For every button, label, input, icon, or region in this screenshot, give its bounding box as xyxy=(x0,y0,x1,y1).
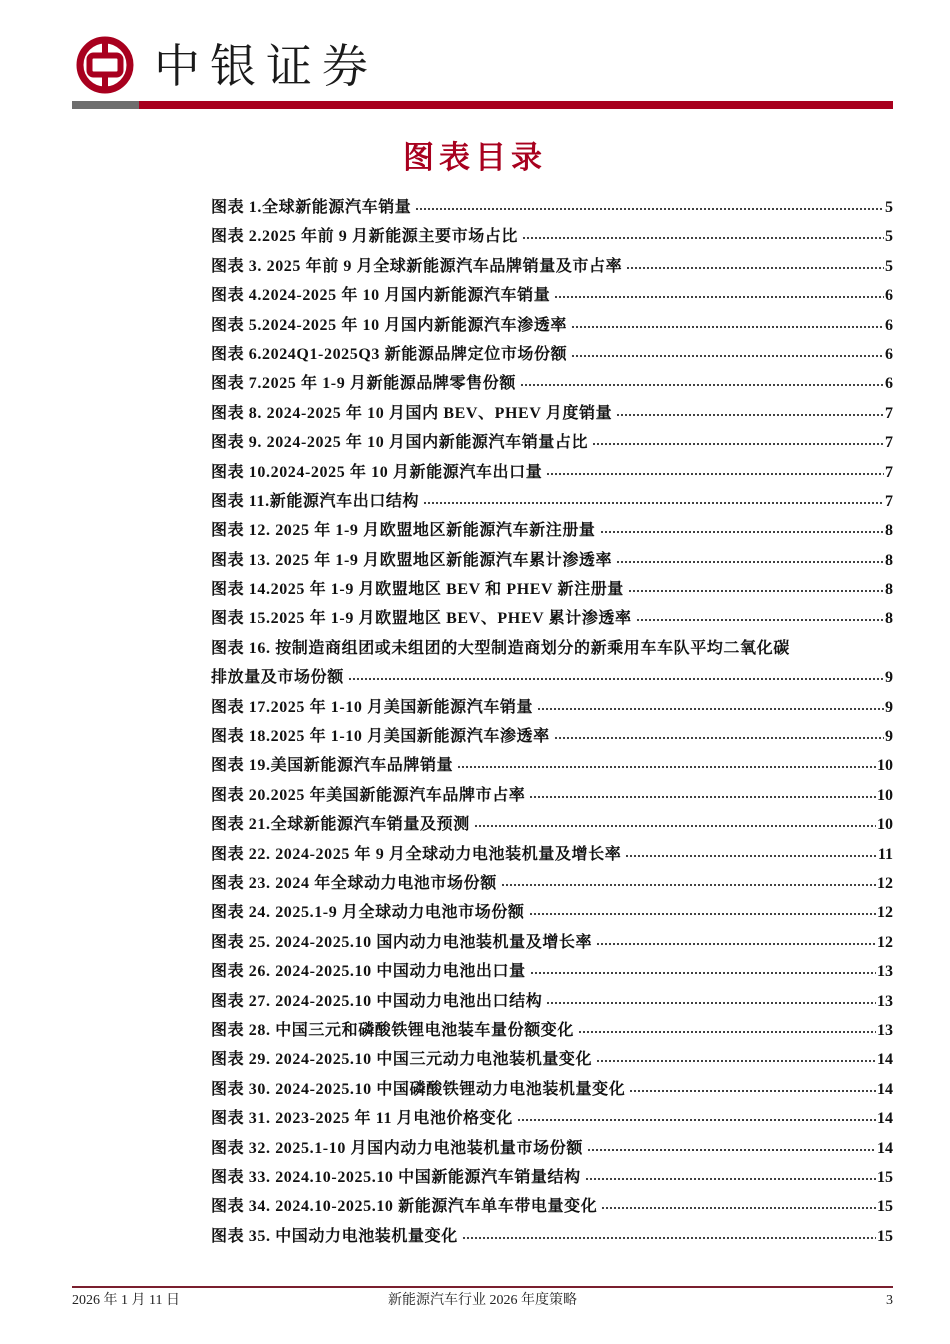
dot-leader xyxy=(592,429,884,447)
toc-entry-page: 8 xyxy=(885,610,893,628)
dot-leader xyxy=(457,752,876,770)
dot-leader xyxy=(585,1164,876,1182)
footer-date: 2026 年 1 月 11 日 xyxy=(72,1293,180,1308)
dot-leader xyxy=(616,547,884,565)
toc-entry-label: 图表 13. 2025 年 1-9 月欧盟地区新能源汽车累计渗透率 xyxy=(211,551,613,569)
toc-entry-label: 图表 28. 中国三元和磷酸铁锂电池装车量份额变化 xyxy=(211,1021,575,1039)
toc-entry[interactable] xyxy=(211,1163,893,1192)
dot-leader xyxy=(628,576,884,594)
toc-entry-label: 图表 8. 2024-2025 年 10 月国内 BEV、PHEV 月度销量 xyxy=(211,404,613,422)
bank-of-china-logo-icon xyxy=(75,35,135,95)
toc-entry[interactable] xyxy=(211,546,893,575)
toc-entry-page: 9 xyxy=(885,698,893,716)
footer-divider xyxy=(72,1286,893,1288)
toc-entry-label: 图表 9. 2024-2025 年 10 月国内新能源汽车销量占比 xyxy=(211,434,589,452)
dot-leader xyxy=(415,194,884,212)
dot-leader xyxy=(571,312,884,330)
toc-entry[interactable] xyxy=(211,1016,893,1045)
toc-entry-label: 图表 7.2025 年 1-9 月新能源品牌零售份额 xyxy=(211,375,516,393)
dot-leader xyxy=(474,811,876,829)
dot-leader xyxy=(529,899,876,917)
toc-entry-page: 14 xyxy=(877,1051,893,1069)
toc-entry-label: 图表 35. 中国动力电池装机量变化 xyxy=(211,1227,458,1245)
dot-leader xyxy=(616,400,884,418)
toc-entry[interactable] xyxy=(211,369,893,398)
toc-entry-label: 图表 1.全球新能源汽车销量 xyxy=(211,199,412,216)
toc-entry-label: 图表 6.2024Q1-2025Q3 新能源品牌定位市场份额 xyxy=(211,345,568,363)
toc-entry-page: 9 xyxy=(885,728,893,746)
toc-entry-label-line1: 图表 16. 按制造商组团或未组团的大型制造商划分的新乘用车车队平均二氧化碳 xyxy=(211,639,790,657)
header-divider-red-segment xyxy=(139,101,893,109)
dot-leader xyxy=(554,282,884,300)
toc-entry[interactable] xyxy=(211,722,893,751)
dot-leader xyxy=(626,253,884,271)
dot-leader xyxy=(636,605,884,623)
header-divider xyxy=(72,101,893,109)
toc-entry-label: 图表 25. 2024-2025.10 国内动力电池装机量及增长率 xyxy=(211,933,593,951)
toc-entry[interactable] xyxy=(211,840,893,869)
toc-entry-page: 9 xyxy=(885,669,893,687)
toc-entry[interactable] xyxy=(211,987,893,1016)
toc-entry[interactable] xyxy=(211,428,893,457)
toc-entry-label: 图表 23. 2024 年全球动力电池市场份额 xyxy=(211,875,497,892)
toc-entry-label: 图表 34. 2024.10-2025.10 新能源汽车单车带电量变化 xyxy=(211,1198,598,1216)
toc-entry[interactable] xyxy=(211,311,893,340)
toc-entry-page: 8 xyxy=(885,581,893,599)
dot-leader xyxy=(462,1223,876,1241)
toc-entry-page: 14 xyxy=(877,1080,893,1098)
toc-entry-label: 图表 22. 2024-2025 年 9 月全球动力电池装机量及增长率 xyxy=(211,845,622,863)
dot-leader xyxy=(554,723,884,741)
toc-entry-page: 7 xyxy=(885,434,893,452)
toc-entry[interactable] xyxy=(211,1192,893,1221)
dot-leader xyxy=(629,1076,876,1094)
toc-entry[interactable] xyxy=(211,516,893,545)
toc-entry-page: 7 xyxy=(885,404,893,422)
dot-leader xyxy=(546,988,876,1006)
dot-leader xyxy=(601,1193,876,1211)
dot-leader xyxy=(522,223,884,241)
toc-entry[interactable] xyxy=(211,957,893,986)
toc-entry[interactable] xyxy=(211,1134,893,1163)
toc-entry-label: 图表 12. 2025 年 1-9 月欧盟地区新能源汽车新注册量 xyxy=(211,522,596,540)
toc-entry-label: 图表 32. 2025.1-10 月国内动力电池装机量市场份额 xyxy=(211,1139,583,1157)
toc-entry[interactable] xyxy=(211,222,893,251)
toc-entry-label: 图表 21.全球新能源汽车销量及预测 xyxy=(211,816,470,834)
dot-leader xyxy=(530,958,876,976)
dot-leader xyxy=(596,1046,876,1064)
toc-entry-label: 排放量及市场份额 xyxy=(211,669,344,687)
toc-entry-label: 图表 27. 2024-2025.10 中国动力电池出口结构 xyxy=(211,992,543,1010)
dot-leader xyxy=(571,341,884,359)
toc-title: 图表目录 xyxy=(403,140,547,176)
dot-leader xyxy=(520,370,884,388)
dot-leader xyxy=(587,1135,876,1153)
toc-entry[interactable] xyxy=(211,487,893,516)
dot-leader xyxy=(596,929,876,947)
toc-entry-page: 12 xyxy=(877,875,893,892)
toc-entry[interactable] xyxy=(211,281,893,310)
toc-entry-label: 图表 4.2024-2025 年 10 月国内新能源汽车销量 xyxy=(211,287,551,305)
toc-entry-page: 7 xyxy=(885,463,893,481)
toc-entry-page: 15 xyxy=(877,1198,893,1216)
toc-entry[interactable] xyxy=(211,458,893,487)
toc-entry-label: 图表 3. 2025 年前 9 月全球新能源汽车品牌销量及市占率 xyxy=(211,257,623,275)
toc-entry[interactable] xyxy=(211,252,893,281)
toc-entry-page: 5 xyxy=(885,228,893,246)
toc-entry-page: 6 xyxy=(885,345,893,363)
toc-entry-page: 15 xyxy=(877,1168,893,1186)
toc-entry[interactable] xyxy=(211,810,893,839)
toc-entry-label: 图表 2.2025 年前 9 月新能源主要市场占比 xyxy=(211,228,519,246)
toc-entry-page: 13 xyxy=(877,963,893,981)
dot-leader xyxy=(348,664,884,682)
toc-entry-page: 10 xyxy=(877,816,893,834)
toc-entry[interactable] xyxy=(211,693,893,722)
toc-entry-label: 图表 17.2025 年 1-10 月美国新能源汽车销量 xyxy=(211,698,534,716)
toc-entry-label: 图表 31. 2023-2025 年 11 月电池价格变化 xyxy=(211,1110,513,1128)
toc-entry[interactable] xyxy=(211,193,893,222)
page-header xyxy=(72,30,893,110)
toc-entry-page: 13 xyxy=(877,992,893,1010)
toc-entry-page: 10 xyxy=(877,757,893,775)
dot-leader xyxy=(537,694,884,712)
page-footer xyxy=(72,1291,893,1313)
toc-entry-label: 图表 19.美国新能源汽车品牌销量 xyxy=(211,757,454,775)
toc-entry-label: 图表 10.2024-2025 年 10 月新能源汽车出口量 xyxy=(211,463,543,481)
toc-entry[interactable] xyxy=(211,1222,893,1251)
toc-entry[interactable] xyxy=(211,898,893,927)
footer-page-number: 3 xyxy=(886,1293,893,1308)
toc-entry-page: 14 xyxy=(877,1139,893,1157)
toc-entry-label: 图表 15.2025 年 1-9 月欧盟地区 BEV、PHEV 累计渗透率 xyxy=(211,610,632,628)
toc-entry-page: 8 xyxy=(885,551,893,569)
toc-entry-label: 图表 30. 2024-2025.10 中国磷酸铁锂动力电池装机量变化 xyxy=(211,1080,626,1098)
toc-entry[interactable] xyxy=(211,1045,893,1074)
toc-entry-label: 图表 24. 2025.1-9 月全球动力电池市场份额 xyxy=(211,904,525,922)
toc-entry-page: 12 xyxy=(877,904,893,922)
toc-entry-page: 8 xyxy=(885,522,893,540)
toc-entry-label: 图表 14.2025 年 1-9 月欧盟地区 BEV 和 PHEV 新注册量 xyxy=(211,581,624,599)
toc-entry[interactable] xyxy=(211,604,893,633)
dot-leader xyxy=(529,782,876,800)
toc-entry-page: 6 xyxy=(885,287,893,305)
dot-leader xyxy=(625,841,877,859)
toc-entry-page: 15 xyxy=(877,1227,893,1245)
toc-entry-page: 13 xyxy=(877,1021,893,1039)
toc-entry-page: 11 xyxy=(877,845,893,863)
footer-document-title: 新能源汽车行业 2026 年度策略 xyxy=(388,1293,577,1308)
toc-entry-label: 图表 5.2024-2025 年 10 月国内新能源汽车渗透率 xyxy=(211,316,567,334)
toc-entry[interactable] xyxy=(211,1075,893,1104)
dot-leader xyxy=(501,870,876,888)
toc-entry[interactable] xyxy=(211,340,893,369)
dot-leader xyxy=(578,1017,876,1035)
toc-entry-page: 12 xyxy=(877,933,893,951)
toc-entry-label: 图表 11.新能源汽车出口结构 xyxy=(211,492,420,510)
brand-name: 中银证券 xyxy=(154,39,378,93)
toc-entry-page: 10 xyxy=(877,786,893,804)
toc-entry-page: 6 xyxy=(885,316,893,334)
toc-entry[interactable] xyxy=(211,869,893,898)
toc-entry-page: 5 xyxy=(885,199,893,216)
toc-entry[interactable] xyxy=(211,575,893,604)
toc-entry-label: 图表 18.2025 年 1-10 月美国新能源汽车渗透率 xyxy=(211,728,550,746)
toc-entry[interactable] xyxy=(211,751,893,780)
dot-leader xyxy=(600,517,884,535)
toc-entry-page: 14 xyxy=(877,1110,893,1128)
toc-entry-label: 图表 29. 2024-2025.10 中国三元动力电池装机量变化 xyxy=(211,1051,593,1069)
toc-entry-page: 7 xyxy=(885,492,893,510)
toc-entry-label: 图表 26. 2024-2025.10 中国动力电池出口量 xyxy=(211,963,526,981)
dot-leader xyxy=(423,488,884,506)
toc-entry[interactable] xyxy=(211,399,893,428)
dot-leader xyxy=(546,459,884,477)
table-of-figures xyxy=(211,193,893,1251)
toc-entry[interactable] xyxy=(211,634,893,693)
dot-leader xyxy=(517,1105,876,1123)
toc-entry-label: 图表 20.2025 年美国新能源汽车品牌市占率 xyxy=(211,786,526,804)
toc-entry[interactable] xyxy=(211,928,893,957)
toc-entry-page: 6 xyxy=(885,375,893,393)
toc-entry[interactable] xyxy=(211,781,893,810)
toc-entry-label: 图表 33. 2024.10-2025.10 中国新能源汽车销量结构 xyxy=(211,1168,581,1186)
header-divider-gray-segment xyxy=(72,101,139,109)
toc-entry[interactable] xyxy=(211,1104,893,1133)
toc-entry-page: 5 xyxy=(885,257,893,275)
